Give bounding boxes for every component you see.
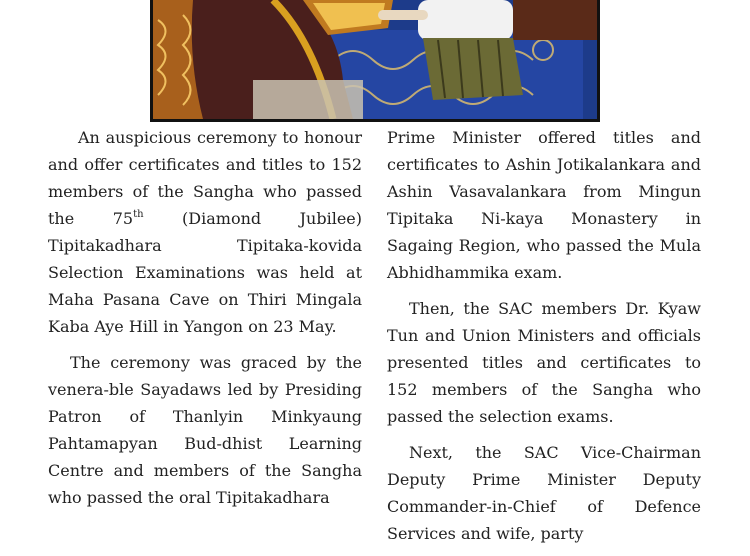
paragraph (48, 124, 362, 340)
paragraph-text: An auspicious ceremony to honour and offer certificates and titles to 152 members of the Sangha who passed the 75 (48, 128, 362, 228)
ceremony-photo (150, 0, 600, 122)
paragraph: The ceremony was graced by the venera-ble Sayadaws led by Presiding Patron of Thanlyin Minkyaung Pahtamapyan Bud-dhist Learning Centre and members of the Sangha who passed the oral Tipitakadhara (48, 353, 362, 507)
ordinal-suffix: th (133, 209, 144, 220)
paragraph-text: (Diamond Jubilee) Tipitakadhara Tipitaka-kovida Selection Examinations was held at Maha Pasana Cave on Thiri Mingala Kaba Aye Hill in Yangon on 23 May. (48, 209, 363, 336)
paragraph: Next, the SAC Vice-Chairman Deputy Prime Minister Deputy Commander-in-Chief of Defence Services and wife, party (387, 443, 701, 543)
paragraph: Then, the SAC members Dr. Kyaw Tun and Union Ministers and officials presented titles and certificates to 152 members of the Sangha who passed the selection exams. (387, 299, 701, 426)
right-column (387, 124, 701, 556)
paragraph: Prime Minister offered titles and certificates to Ashin Jotikalankara and Ashin Vasavalankara from Mingun Tipitaka Ni-kaya Monastery in Sagaing Region, who passed the Mula Abhidhammika exam. (387, 128, 701, 282)
left-column (48, 124, 362, 520)
